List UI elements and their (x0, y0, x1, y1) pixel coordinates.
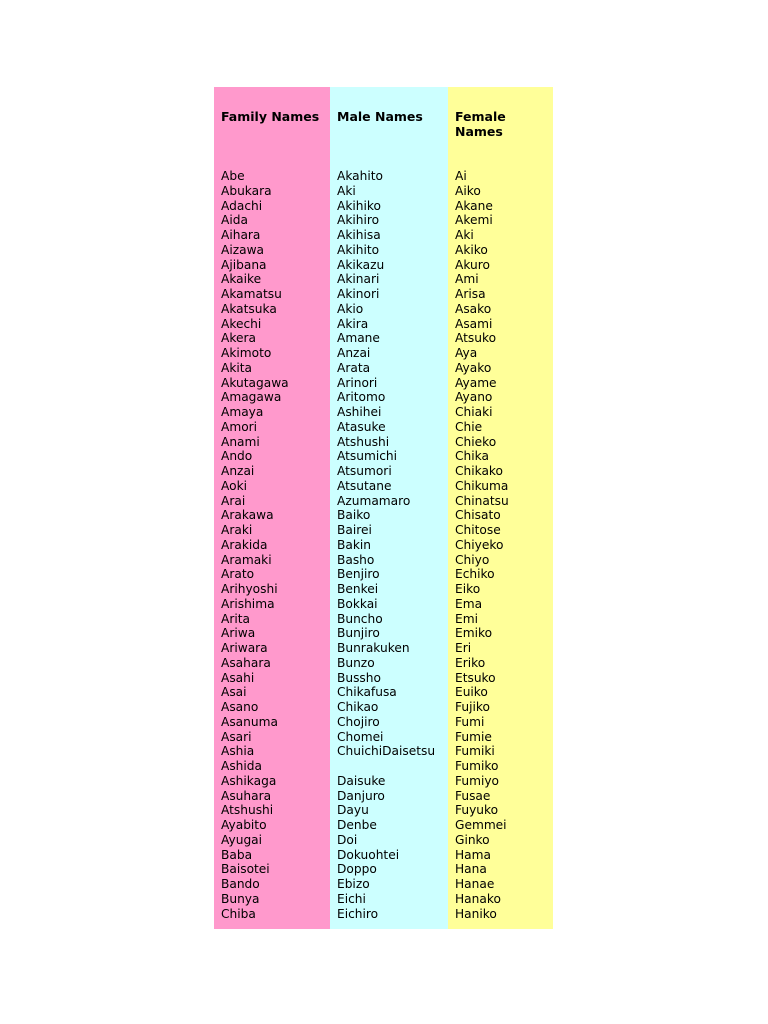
name-cell: Amaya (221, 405, 264, 419)
name-cell: Eri (455, 641, 472, 655)
name-cell: Chiaki (455, 405, 493, 419)
name-cell: Azumamaro (337, 493, 411, 508)
name-cell: Euiko (455, 685, 488, 700)
name-cell: Fumi (455, 714, 485, 729)
name-cell: Asari (221, 729, 252, 744)
name-cell: Dokuohtei (337, 847, 400, 862)
name-cell: Atshushi (221, 803, 274, 818)
name-cell: Chikako (455, 464, 504, 478)
name-cell: Akuro (455, 257, 490, 272)
name-cell: Akimoto (221, 346, 272, 360)
name-cell: Akihiko (337, 198, 381, 213)
name-cell: Arakida (221, 537, 268, 552)
name-cell: Arita (221, 611, 250, 626)
name-cell: Atsumori (337, 464, 392, 478)
name-cell: Aritomo (337, 390, 386, 405)
name-cell: Baiko (337, 508, 371, 523)
name-cell: Arato (221, 567, 255, 582)
name-cell: Ariwara (221, 641, 268, 655)
name-cell: Arinori (337, 375, 378, 390)
name-cell: Aiko (455, 183, 481, 198)
name-cell: Chikao (337, 700, 379, 714)
female-names-header: Female Names (455, 109, 511, 139)
name-cell: Bakin (337, 537, 371, 552)
name-cell: Aki (337, 183, 356, 198)
name-cell: Akera (221, 331, 256, 346)
name-cell: Emi (455, 611, 478, 626)
name-cell: Bunzo (337, 655, 375, 670)
name-cell: Akita (221, 360, 253, 375)
name-cell: Echiko (455, 567, 495, 582)
name-cell: Ayabito (221, 818, 267, 832)
name-cell: Bairei (337, 523, 372, 537)
name-cell: Chojiro (337, 714, 380, 729)
name-cell: Ami (455, 272, 479, 287)
name-cell: Eichiro (337, 906, 379, 921)
name-cell: Akira (337, 316, 369, 331)
name-cell: Anzai (337, 346, 371, 360)
name-cell: Chie (455, 419, 483, 434)
name-cell: Arakawa (221, 508, 274, 523)
name-cell: Atsumichi (337, 449, 398, 464)
name-cell: Aizawa (221, 242, 265, 257)
name-cell: Akemi (455, 213, 493, 228)
name-cell: Hama (455, 847, 491, 862)
name-cell: Eichi (337, 891, 366, 906)
name-cell: Asako (455, 301, 492, 316)
name-cell: Adachi (221, 198, 263, 213)
name-cell: Chikafusa (337, 685, 397, 700)
name-cell: Basho (337, 552, 375, 567)
name-cell: Aida (221, 213, 248, 228)
name-cell: Chika (455, 449, 489, 464)
name-cell: Akaike (221, 272, 262, 287)
name-cell: Ai (455, 169, 467, 183)
name-cell: Baba (221, 847, 253, 862)
name-cell: Ashikaga (221, 773, 277, 788)
name-cell: Abukara (221, 183, 272, 198)
name-cell: Chikuma (455, 478, 509, 493)
name-cell: Bando (221, 877, 260, 891)
name-cell: Akinori (337, 287, 380, 301)
male-names-list (337, 169, 435, 921)
name-cell: Ariwa (221, 626, 256, 641)
name-cell: Bunrakuken (337, 641, 410, 655)
name-cell: Atsuko (455, 331, 497, 346)
name-cell: Fusae (455, 788, 491, 803)
name-cell: Buncho (337, 611, 383, 626)
name-cell: Benkei (337, 582, 379, 596)
name-cell: Fumiko (455, 759, 499, 773)
name-cell: Arisa (455, 287, 486, 301)
family-names-column (214, 87, 330, 929)
male-names-header: Male Names (337, 109, 423, 124)
name-cell: Bokkai (337, 596, 378, 611)
name-cell: Araki (221, 523, 253, 537)
family-names-header: Family Names (221, 109, 320, 124)
name-cell: Chiyeko (455, 537, 504, 552)
name-cell: Chinatsu (455, 493, 509, 508)
name-cell: Akio (337, 301, 364, 316)
name-cell: Hana (455, 862, 487, 877)
name-cell: Asanuma (221, 714, 278, 729)
family-names-list (221, 169, 289, 921)
name-cell: Akamatsu (221, 287, 282, 301)
name-cell: Chisato (455, 508, 501, 523)
name-cell: Atasuke (337, 419, 386, 434)
name-cell: Denbe (337, 818, 377, 832)
name-cell: Chiba (221, 906, 256, 921)
name-cell: Ando (221, 449, 253, 464)
name-cell: Amori (221, 419, 258, 434)
name-cell: Amane (337, 331, 380, 346)
name-cell: Akutagawa (221, 375, 289, 390)
name-cell: Arata (337, 360, 371, 375)
name-cell: Bunya (221, 891, 260, 906)
name-cell: Akihisa (337, 228, 381, 242)
name-cell: Atsutane (337, 478, 392, 493)
name-cell: Benjiro (337, 567, 380, 582)
name-cell: Bunjiro (337, 626, 380, 641)
name-cell: Aki (455, 228, 474, 242)
name-cell: Fumiyo (455, 773, 499, 788)
name-cell: Aya (455, 346, 478, 360)
name-cell: Asahi (221, 670, 255, 685)
name-cell: Akechi (221, 316, 262, 331)
name-cell: Chieko (455, 434, 497, 449)
name-cell: Ayako (455, 360, 492, 375)
name-cell: Akatsuka (221, 301, 277, 316)
names-table (214, 87, 553, 929)
name-cell: Aramaki (221, 552, 272, 567)
name-cell: Doppo (337, 862, 377, 877)
name-cell: Ashida (221, 759, 263, 773)
name-cell: Ayano (455, 390, 493, 405)
name-cell: Hanae (455, 877, 495, 891)
name-cell: Abe (221, 169, 245, 183)
name-cell: Chomei (337, 729, 384, 744)
name-cell: Akinari (337, 272, 380, 287)
name-cell: Fumie (455, 729, 492, 744)
name-cell: Dayu (337, 803, 369, 818)
name-cell: Ema (455, 596, 483, 611)
name-cell: Akihito (337, 242, 380, 257)
name-cell: Danjuro (337, 788, 385, 803)
name-cell: Ashihei (337, 405, 382, 419)
male-names-column (330, 87, 448, 929)
name-cell: Akane (455, 198, 493, 213)
name-cell: Asai (221, 685, 247, 700)
name-cell: Anami (221, 434, 260, 449)
name-cell: Fumiki (455, 744, 495, 759)
name-cell: Aoki (221, 478, 248, 493)
name-cell: Emiko (455, 626, 493, 641)
name-cell: Ashia (221, 744, 255, 759)
name-cell: Haniko (455, 906, 497, 921)
female-names-list (455, 169, 509, 921)
name-cell: Asuhara (221, 788, 272, 803)
name-cell: Asahara (221, 655, 271, 670)
name-cell: Aihara (221, 228, 261, 242)
name-cell: Akahito (337, 169, 383, 183)
name-cell (337, 759, 435, 774)
name-cell: Fujiko (455, 700, 490, 714)
name-cell: Daisuke (337, 773, 386, 788)
name-cell: Baisotei (221, 862, 270, 877)
name-cell: Eriko (455, 655, 486, 670)
name-cell: Chitose (455, 523, 501, 537)
name-cell: Hanako (455, 891, 501, 906)
name-cell: Atshushi (337, 434, 390, 449)
name-cell: Ajibana (221, 257, 267, 272)
name-cell: Bussho (337, 670, 381, 685)
name-cell: Eiko (455, 582, 481, 596)
name-cell: Ginko (455, 832, 490, 847)
name-cell: Asami (455, 316, 493, 331)
name-cell: Fuyuko (455, 803, 499, 818)
name-cell: Ayugai (221, 832, 263, 847)
name-cell: Akihiro (337, 213, 380, 228)
name-cell: Ebizo (337, 877, 370, 891)
name-cell: Ayame (455, 375, 497, 390)
name-cell: Arishima (221, 596, 275, 611)
name-cell: Chiyo (455, 552, 490, 567)
name-cell: ChuichiDaisetsu (337, 744, 436, 759)
name-cell: Akikazu (337, 257, 385, 272)
name-cell: Akiko (455, 242, 488, 257)
name-cell: Doi (337, 832, 358, 847)
name-cell: Etsuko (455, 670, 496, 685)
name-cell: Gemmei (455, 818, 507, 832)
female-names-column (448, 87, 553, 929)
name-cell: Asano (221, 700, 259, 714)
name-cell: Anzai (221, 464, 255, 478)
name-cell: Amagawa (221, 390, 282, 405)
name-cell: Arai (221, 493, 246, 508)
name-cell: Arihyoshi (221, 582, 278, 596)
